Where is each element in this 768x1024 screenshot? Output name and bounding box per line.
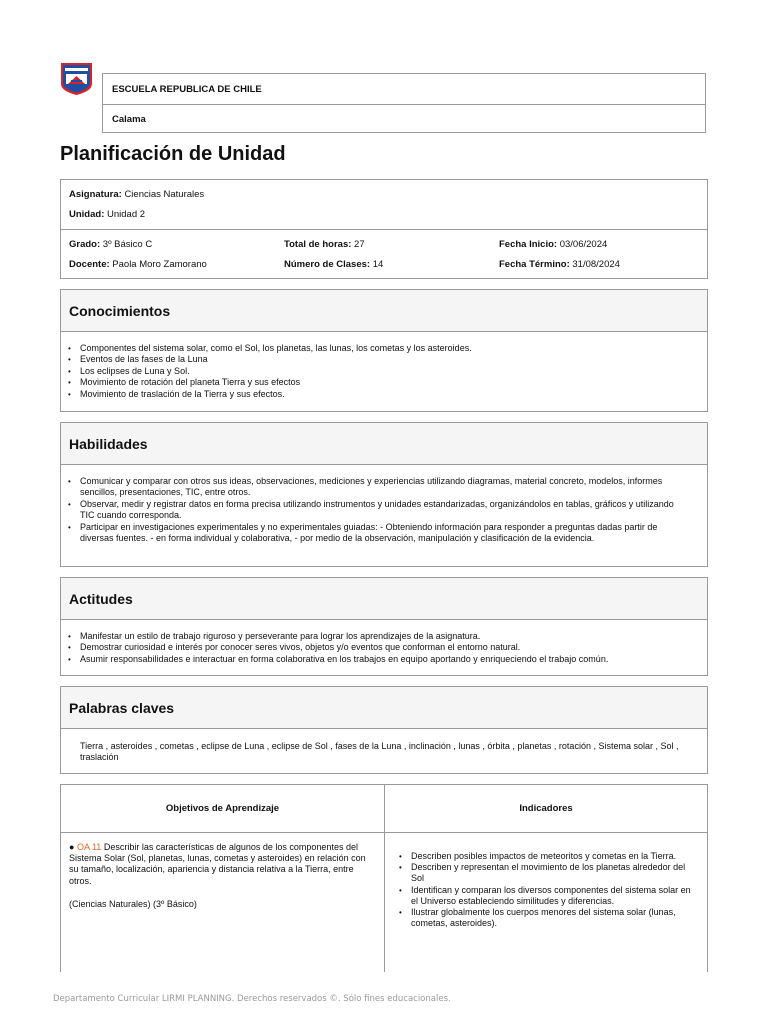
objetivo-cell	[61, 833, 385, 972]
total-horas-value: 27	[354, 239, 365, 250]
numero-clases-label: Número de Clases:	[284, 259, 371, 270]
numero-clases-value: 14	[372, 259, 384, 270]
list-item: • Movimiento de rotación del planeta Tierra y sus efectos	[80, 377, 689, 388]
asignatura-label: Asignatura:	[69, 189, 122, 200]
list-item: • Participar en investigaciones experimentales y no experimentales guiadas: - Obteniendo información para responder a preguntas dadas partir de diversas fuentes. - en forma individual y colaborativa, - por medio de la observación, manipulación y clasificación de la evidencia.	[80, 522, 689, 545]
fecha-termino-line	[499, 258, 699, 278]
actitudes-section	[60, 577, 708, 676]
habilidades-section	[60, 422, 708, 567]
oa-code: OA 11	[76, 842, 102, 852]
list-item: • Comunicar y comparar con otros sus ideas, observaciones, mediciones y experiencias utilizando diagramas, material concreto, modelos, informes sencillos, presentaciones, TIC, entre otros.	[80, 476, 689, 499]
conocimientos-list	[80, 343, 689, 400]
school-crest-icon	[60, 62, 93, 96]
numero-clases-line	[284, 258, 499, 278]
indicadores-cell	[385, 833, 707, 972]
unidad-label: Unidad:	[69, 209, 105, 220]
list-item: • Describen y representan el movimiento de los planetas alrededor del Sol	[411, 862, 697, 884]
objetivos-table	[60, 784, 708, 972]
unit-meta-box	[60, 179, 708, 279]
list-item: • Movimiento de traslación de la Tierra y sus efectos.	[80, 389, 689, 400]
list-item: • Asumir responsabilidades e interactuar en forma colaborativa en los trabajos en equipo aportando y enriqueciendo el trabajo común.	[80, 654, 689, 665]
palabras-claves-section	[60, 686, 708, 774]
school-city: Calama	[103, 104, 705, 134]
bullet-dot-icon: ●	[69, 842, 75, 852]
habilidades-title: Habilidades	[61, 423, 707, 465]
palabras-claves-text: Tierra , asteroides , cometas , eclipse de Luna , eclipse de Sol , fases de la Luna , inclinación , lunas , órbita , planetas , rotación , Sistema solar , Sol , traslación	[80, 741, 679, 763]
grado-line	[69, 238, 284, 258]
total-horas-line	[284, 238, 499, 258]
palabras-claves-title: Palabras claves	[61, 687, 707, 729]
grado-label: Grado:	[69, 239, 101, 250]
list-item: • Describen posibles impactos de meteoritos y cometas en la Tierra.	[411, 851, 697, 862]
list-item: • Eventos de las fases de la Luna	[80, 354, 689, 365]
list-item: • Los eclipses de Luna y Sol.	[80, 366, 689, 377]
asignatura-value: Ciencias Naturales	[124, 189, 205, 200]
habilidades-list	[80, 476, 689, 544]
grado-value: 3º Básico C	[102, 239, 153, 250]
fecha-inicio-value: 03/06/2024	[559, 239, 608, 250]
footer-text: Departamento Curricular LIRMI PLANNING. Derechos reservados ©. Sólo fines educacionales.	[53, 994, 451, 1004]
asignatura-line	[69, 188, 699, 208]
actitudes-title: Actitudes	[61, 578, 707, 620]
fecha-termino-value: 31/08/2024	[572, 259, 620, 270]
docente-label: Docente:	[69, 259, 110, 270]
objetivos-header: Objetivos de Aprendizaje	[61, 785, 385, 832]
unidad-value: Unidad 2	[107, 209, 146, 220]
indicadores-header: Indicadores	[519, 803, 573, 814]
conocimientos-title: Conocimientos	[61, 290, 707, 332]
page-title: Planificación de Unidad	[60, 143, 286, 165]
total-horas-label: Total de horas:	[284, 239, 352, 250]
docente-value: Paola Moro Zamorano	[112, 259, 207, 270]
list-item: • Demostrar curiosidad e interés por conocer seres vivos, objetos y/o eventos que conforman el entorno natural.	[80, 642, 689, 653]
oa-subject: (Ciencias Naturales) (3º Básico)	[69, 898, 197, 909]
conocimientos-section	[60, 289, 708, 412]
fecha-termino-label: Fecha Término:	[499, 259, 570, 270]
docente-line	[69, 258, 284, 278]
school-info-box	[102, 73, 706, 133]
fecha-inicio-label: Fecha Inicio:	[499, 239, 558, 250]
indicadores-list	[411, 851, 697, 929]
fecha-inicio-line	[499, 238, 699, 258]
school-name: ESCUELA REPUBLICA DE CHILE	[112, 83, 262, 95]
oa-description: Describir las características de algunos de los componentes del Sistema Solar (Sol, planetas, lunas, cometas y asteroides) en relación con su tamaño, localización, apariencia y distancia relativa a la Tierra, entre otros.	[69, 842, 366, 886]
list-item: • Observar, medir y registrar datos en forma precisa utilizando instrumentos y unidades estandarizadas, organizándolos en tablas, gráficos y utilizando TIC cuando corresponda.	[80, 499, 689, 522]
objetivo-text	[69, 842, 376, 887]
unidad-line	[69, 208, 699, 228]
list-item: • Ilustrar globalmente los cuerpos menores del sistema solar (lunas, cometas, asteroides).	[411, 907, 697, 929]
list-item: • Manifestar un estilo de trabajo riguroso y perseverante para lograr los aprendizajes de la asignatura.	[80, 631, 689, 642]
list-item: • Componentes del sistema solar, como el Sol, los planetas, las lunas, los cometas y los asteroides.	[80, 343, 689, 354]
list-item: • Identifican y comparan los diversos componentes del sistema solar en el Universo estableciendo similitudes y diferencias.	[411, 885, 697, 907]
actitudes-list	[80, 631, 689, 665]
